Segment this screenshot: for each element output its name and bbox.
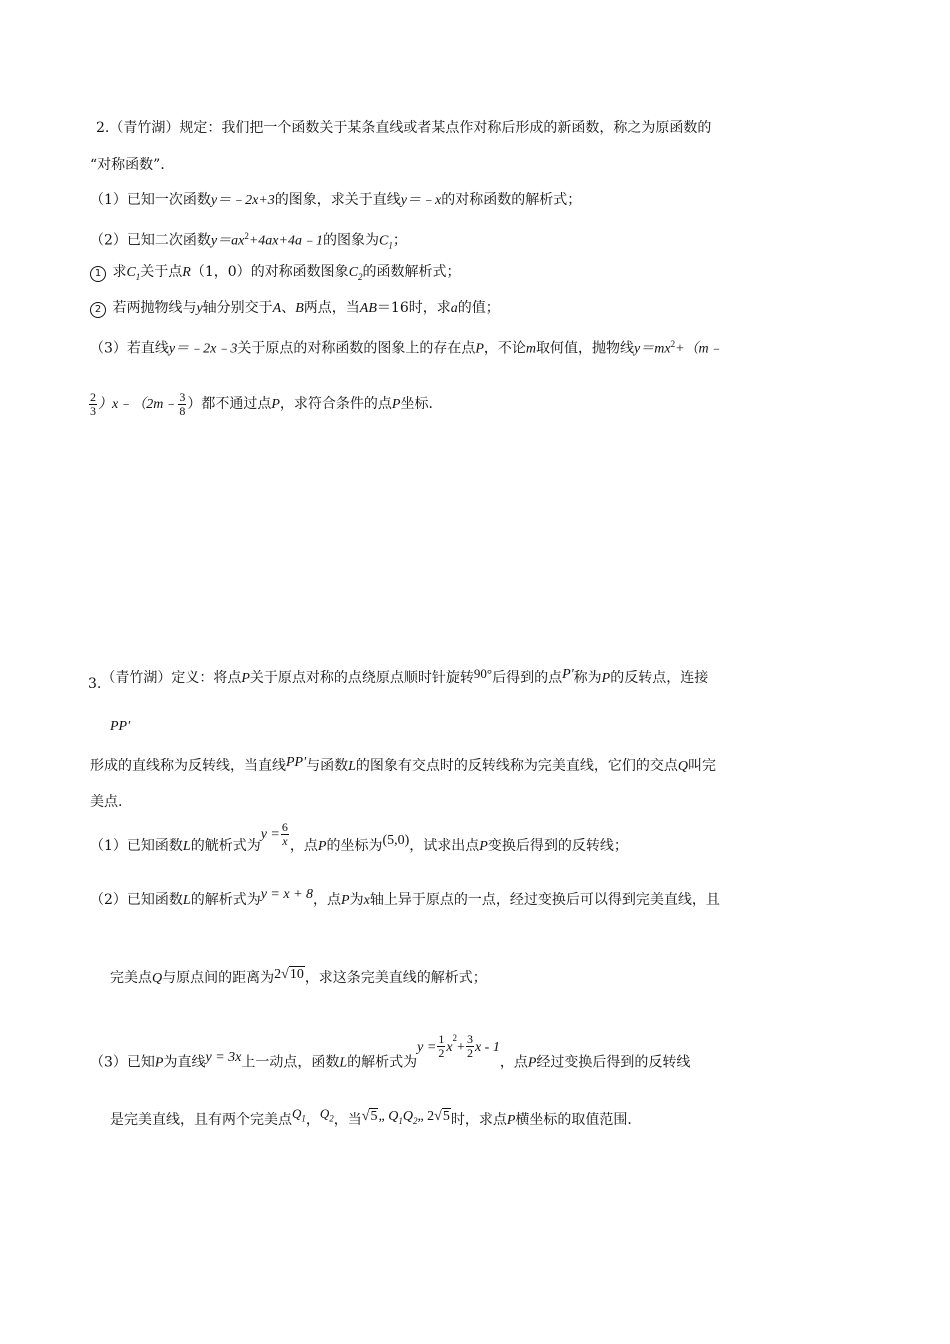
q2-p3-l2-a: ）x﹣（2m﹣ <box>98 397 178 412</box>
q3-p2-L: L <box>182 893 191 908</box>
q2-p3-exp: 2 <box>670 339 676 349</box>
q3-p3-comma: ， <box>305 1112 320 1128</box>
q3-p2-l2-b: 与原点间的距离为 <box>162 970 275 986</box>
q2-s1-pre: 求 <box>112 264 127 280</box>
q3-p2-func: y = x + 8 <box>260 887 314 902</box>
q2-p3-p: P <box>475 341 484 357</box>
q2-sub: 2 <box>329 1113 334 1124</box>
q2-line-1 <box>96 118 711 138</box>
q3-l3-d: 叫完 <box>688 758 717 774</box>
q2-part-3-line-2 <box>88 384 442 425</box>
radicand-2: 5 <box>442 1109 450 1124</box>
q3-p1-end: ，试求出点 <box>409 838 480 854</box>
q3-p: P <box>241 671 250 686</box>
q2-intro: 规定：我们把一个函数关于某条直线或者某点作对称后形成的新函数，称之为原函数的 <box>179 120 712 136</box>
q3-p1-mid3: 的坐标为 <box>326 838 383 854</box>
q3-p3-l2-a: 是完美直线，且有两个完美点 <box>110 1112 292 1128</box>
q3-line-1 <box>88 666 709 692</box>
frac-den: 2 <box>438 1046 445 1061</box>
q3-p3-tail-expr: x - 1 <box>474 1039 500 1055</box>
q3-p1-label: （1）已知函数 <box>90 838 183 854</box>
q3-l3-L: L <box>348 759 356 774</box>
q2-p3-mid: 关于原点的对称函数的图象上的存在点 <box>237 340 476 357</box>
q3-p3-plus: + <box>457 1039 465 1055</box>
q3-part-3 <box>90 1034 690 1088</box>
q3-p3-p: P <box>154 1055 164 1071</box>
q2-p3-mid2: ，不论 <box>483 340 526 357</box>
q2-p2-func-b: +4ax+4a﹣1 <box>248 233 323 249</box>
ineq-coef: 2 <box>427 1109 435 1124</box>
frac-num: 3 <box>466 1032 473 1047</box>
q3-p3-end: ，点 <box>499 1054 528 1071</box>
q2-part-2 <box>90 226 407 255</box>
q3-ppprime: PP' <box>110 719 131 734</box>
q3-p3-p3: P <box>506 1113 516 1128</box>
q3-p1-L: L <box>182 839 191 854</box>
q3-number: 3. <box>88 676 102 692</box>
fraction-one-half <box>437 1033 445 1060</box>
frac-num: 6 <box>281 819 288 834</box>
q3-l3-c: 的图象有交点时的反转线称为完美直线，它们的交点 <box>355 758 678 774</box>
q2-s2-pre: 若两抛物线与 <box>112 300 197 316</box>
q2-s1-coords: （1，0） <box>190 264 251 280</box>
q2-s1-c2: C <box>348 265 359 280</box>
frac-den: 3 <box>90 403 96 418</box>
q3-p2-x: x <box>363 893 370 908</box>
q2-intro-2: “对称函数”． <box>90 157 175 173</box>
q3-p3-l2-d: 横坐标的取值范围. <box>515 1112 632 1128</box>
q2-s1-c1: C <box>126 265 136 280</box>
q3-p3-exp: 2 <box>452 1033 458 1043</box>
fraction-six-over-x <box>281 821 289 848</box>
q2-number: 2. <box>96 120 110 136</box>
q3-p3-mid2: 上一动点，函数 <box>241 1054 340 1071</box>
q3-part-1 <box>90 819 628 867</box>
q3-pprime: P' <box>562 667 574 682</box>
q3-p3-func-y: y = <box>417 1039 437 1055</box>
q3-intro-e: 的反转点，连接 <box>610 670 709 686</box>
q2-s2-a: A <box>272 301 282 316</box>
q2-s2-va: a <box>450 301 458 316</box>
q3-line-3 <box>90 756 716 777</box>
q2-s2-mid2: 两点，当 <box>303 300 360 316</box>
q2-s2-sep: 、 <box>281 300 296 316</box>
q3-p2-q: Q <box>152 971 163 986</box>
q2-sub-1 <box>90 262 461 287</box>
fraction-two-thirds <box>89 391 97 418</box>
q3-line-2 <box>110 716 130 737</box>
q3-intro-c: 后得到的点 <box>492 670 563 686</box>
seg-sub-2: 2 <box>412 1115 418 1126</box>
q2-part-1 <box>90 190 581 211</box>
q2-s2-ab: AB <box>359 301 377 316</box>
q2-source: （青竹湖） <box>109 120 180 136</box>
q2-letter: Q <box>319 1106 330 1121</box>
circled-two: 2 <box>90 302 106 318</box>
q3-p3-p2: P <box>527 1055 537 1071</box>
frac-den: 2 <box>466 1046 473 1061</box>
q3-p3-q1 <box>292 1106 306 1124</box>
q3-p3-end2: 经过变换后得到的反转线 <box>536 1054 691 1071</box>
fraction-three-halves <box>466 1033 474 1060</box>
q3-l3-pp: PP' <box>286 755 307 770</box>
q2-p2-c: C <box>378 233 389 249</box>
circled-one: 1 <box>90 266 106 282</box>
q3-p2-mid: 的解析式为 <box>190 892 261 908</box>
q2-part-3 <box>90 334 723 360</box>
radicand-1: 5 <box>370 1109 378 1124</box>
q3-l3-b: 与函数 <box>306 758 349 774</box>
q3-p2-label: （2）已知函数 <box>90 892 183 908</box>
q3-p1-coord: (5,0) <box>382 833 410 848</box>
q3-p2-p: P <box>341 893 350 908</box>
q2-p1-end: 的对称函数的解析式； <box>441 192 582 208</box>
q1-letter: Q <box>292 1106 302 1121</box>
q3-intro-d: 称为 <box>573 670 602 686</box>
q3-part-2 <box>90 887 720 911</box>
q3-line-4 <box>90 792 122 812</box>
q3-p2-mid2: ，点 <box>313 892 342 908</box>
q2-s1-r: R <box>182 265 191 280</box>
seg-sub-1: 1 <box>398 1115 403 1126</box>
q2-p1-label: （1）已知一次函数 <box>90 192 211 208</box>
q2-p3-para-a: y＝mx <box>634 341 671 357</box>
q3-p1-p: P <box>317 839 327 854</box>
frac-num: 3 <box>179 389 186 404</box>
q2-p2-exp: 2 <box>244 231 249 241</box>
q3-intro-b: 关于原点对称的点绕原点顺时针旋转 <box>249 670 474 686</box>
q2-p2-c-sub: 1 <box>388 240 393 251</box>
q2-p2-label: （2）已知二次函数 <box>90 232 211 249</box>
q2-s1-mid2: 的对称函数图象 <box>250 264 349 280</box>
q3-p3-q2 <box>319 1106 334 1124</box>
q2-s2-mid: 轴分别交于 <box>202 300 273 316</box>
frac-num: 2 <box>90 389 96 404</box>
q2-p3-m: m <box>525 341 537 357</box>
q2-p2-mid: 的图象为 <box>322 232 379 249</box>
q2-s1-c1-sub: 1 <box>135 271 141 282</box>
q2-p3-l2-tail: 坐标． <box>400 396 443 412</box>
q1q2-segment: $Q_1Q_2$ <box>388 1109 418 1126</box>
fraction-three-eighths <box>178 391 186 418</box>
q3-p3-x2: x <box>446 1039 453 1055</box>
q1-sub: 1 <box>301 1113 306 1124</box>
q3-p1-tail: 变换后得到的反转线； <box>487 838 628 854</box>
q3-p3-label: （3）已知 <box>90 1054 155 1071</box>
q2-p3-l2-end: ，求符合条件的点 <box>279 396 392 412</box>
q2-p3-mid3: 取何值，抛物线 <box>536 340 635 357</box>
radical-coef: 2 <box>274 967 282 982</box>
radical-two-sqrt-ten: 2√10 <box>274 967 304 982</box>
q2-s1-end: 的函数解析式； <box>362 264 461 280</box>
q3-p3-L: L <box>339 1055 348 1071</box>
q2-s1-c2-sub: 2 <box>358 271 363 282</box>
q3-p2-mid3: 为 <box>349 892 364 908</box>
q3-angle: 90° <box>473 666 493 681</box>
q2-p2-func-a: y＝ax <box>210 233 245 249</box>
q2-s2-end: 的值； <box>457 300 500 316</box>
q3-p2-l2-c: ，求这条完美直线的解析式； <box>304 970 487 986</box>
q3-p1-p2: P <box>479 839 488 854</box>
q3-p2-l2-a: 完美点 <box>110 970 152 986</box>
q3-p3-l2-c: 时，求点 <box>450 1112 507 1128</box>
q3-p1-mid: 的觥析式为 <box>190 838 261 854</box>
frac-den: x <box>282 833 288 848</box>
frac-num: 1 <box>438 1032 445 1047</box>
q2-s1-mid: 关于点 <box>140 264 183 280</box>
q3-p3-line: y = 3x <box>205 1049 242 1065</box>
q3-p2-end: 轴上异于原点的一点，经过变换后可以得到完美直线，且 <box>369 892 720 908</box>
q2-p3-para-b: +（m﹣ <box>675 341 723 357</box>
radicand: 10 <box>289 967 304 982</box>
q2-s2-eq: ＝16时，求 <box>376 300 451 316</box>
q2-p2-end: ； <box>392 232 407 249</box>
q3-p3-mid: 为直线 <box>163 1054 206 1071</box>
q2-s2-b: B <box>295 301 304 316</box>
q3-p1-mid2: ，点 <box>289 838 318 854</box>
q2-p3-func: y＝﹣2x﹣3 <box>168 341 238 357</box>
q2-line-2 <box>90 155 174 175</box>
q2-p3-p2: P <box>271 397 280 412</box>
q2-p3-label: （3）若直线 <box>90 340 169 357</box>
q2-p3-l2-b: ）都不通过点 <box>187 396 272 412</box>
q3-p-b: P <box>601 671 611 686</box>
inequality-expression: √5„ $Q_1Q_2„$ 2√5 <box>361 1109 450 1126</box>
q2-p1-func: y＝﹣2x+3 <box>210 193 275 208</box>
q2-sub-2 <box>90 298 500 319</box>
q3-p3-l2-b: ，当 <box>333 1112 362 1128</box>
frac-den: 8 <box>179 403 186 418</box>
q3-intro-a: 定义：将点 <box>171 670 242 686</box>
q3-part-2-line-2 <box>110 968 487 989</box>
q3-p3-mid3: 的解析式为 <box>347 1054 418 1071</box>
q3-l4: 美点. <box>90 794 123 810</box>
q2-p1-line: y＝﹣x <box>400 193 442 208</box>
q3-source: （青竹湖） <box>101 670 172 686</box>
q3-p1-func-y: y = <box>260 827 280 842</box>
q3-l3-Q: Q <box>677 759 689 774</box>
q3-l3-a: 形成的直线称为反转线，当直线 <box>90 758 286 774</box>
q3-part-3-line-2 <box>110 1106 632 1135</box>
q2-s2-y: y <box>196 301 203 316</box>
q2-p3-p3: P <box>391 397 401 412</box>
q2-p1-mid: 的图象，求关于直线 <box>274 192 401 208</box>
